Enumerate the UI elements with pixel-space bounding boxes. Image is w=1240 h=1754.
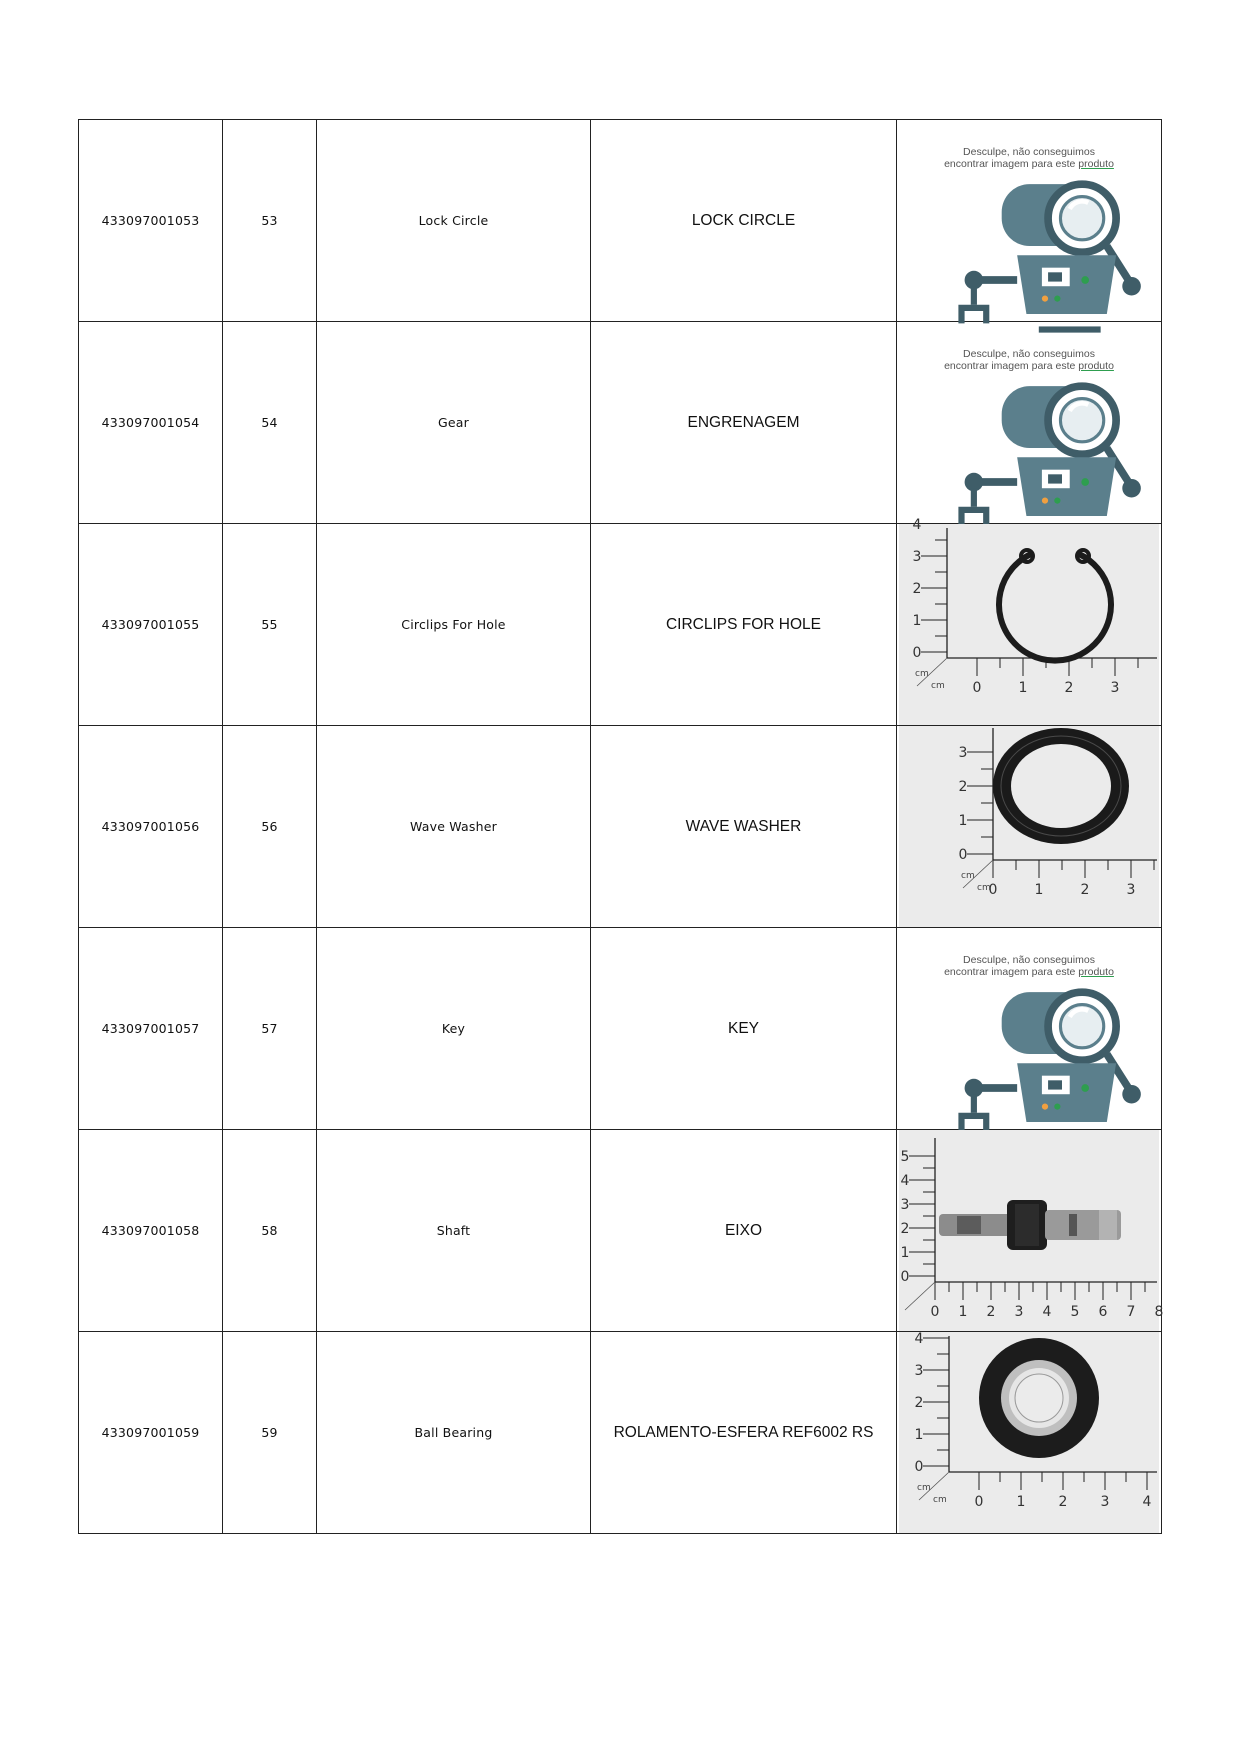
no-image-placeholder (899, 322, 1159, 523)
ruler-unit-label: cm (977, 883, 991, 893)
part-number-cell: 55 (223, 524, 317, 726)
ruler-y-label: 1 (958, 813, 968, 829)
part-name-en-cell: Shaft (317, 1130, 591, 1332)
part-image-cell (897, 1332, 1162, 1534)
ruler-x-label: 1 (1016, 1494, 1026, 1510)
ruler-unit-label: cm (915, 669, 929, 679)
ruler-unit-label: cm (931, 681, 945, 691)
part-name-en-cell: Gear (317, 322, 591, 524)
part-number-cell: 53 (223, 120, 317, 322)
ruler-x-label: 2 (986, 1304, 996, 1320)
part-name-pt-cell: WAVE WASHER (591, 726, 897, 928)
ruler-y-label: 3 (958, 745, 968, 761)
ruler-y-label: 4 (900, 1173, 910, 1189)
measurement-ruler (913, 517, 1157, 696)
parts-table-body (79, 120, 1162, 1534)
ruler-unit-label: cm (917, 1483, 931, 1493)
part-name-pt-cell: EIXO (591, 1130, 897, 1332)
circlip-photo (899, 517, 1159, 725)
table-row (79, 726, 1162, 928)
part-name-pt-cell: ENGRENAGEM (591, 322, 897, 524)
part-code-cell: 433097001055 (79, 524, 223, 726)
ruler-x-label: 1 (1034, 882, 1044, 898)
ruler-x-label: 1 (1018, 680, 1028, 696)
part-number-cell: 56 (223, 726, 317, 928)
no-image-message-line1: Desculpe, não conseguimos (963, 954, 1095, 966)
wave-washer-photo-image (899, 726, 1159, 927)
part-name-pt-cell: KEY (591, 928, 897, 1130)
ruler-y-label: 2 (912, 581, 922, 597)
ruler-y-label: 2 (914, 1395, 924, 1411)
no-image-message (899, 348, 1159, 372)
no-image-message-link: produto (1078, 158, 1114, 170)
shaft-photo (899, 1130, 1164, 1331)
table-row (79, 120, 1162, 322)
table-row (79, 1130, 1162, 1332)
part-code-cell: 433097001057 (79, 928, 223, 1130)
part-code-cell: 433097001053 (79, 120, 223, 322)
table-row (79, 1332, 1162, 1534)
part-number-cell: 58 (223, 1130, 317, 1332)
ruler-y-label: 2 (900, 1221, 910, 1237)
no-image-message-line2: encontrar imagem para este (944, 360, 1079, 372)
table-row (79, 928, 1162, 1130)
ruler-x-label: 2 (1080, 882, 1090, 898)
ruler-x-label: 5 (1070, 1304, 1080, 1320)
ruler-y-label: 1 (912, 613, 922, 629)
ruler-y-label: 3 (912, 549, 922, 565)
ruler-unit-label: cm (933, 1495, 947, 1505)
ruler-y-label: 1 (900, 1245, 910, 1261)
part-name-en-cell: Lock Circle (317, 120, 591, 322)
ruler-x-label: 4 (1042, 1304, 1052, 1320)
no-image-message-link: produto (1078, 360, 1114, 372)
no-image-message-line2: encontrar imagem para este (944, 966, 1079, 978)
ruler-y-label: 4 (912, 517, 922, 533)
ruler-x-label: 3 (1110, 680, 1120, 696)
part-name-pt-cell: LOCK CIRCLE (591, 120, 897, 322)
part-code-cell: 433097001058 (79, 1130, 223, 1332)
wave-washer-photo (899, 726, 1159, 927)
part-number-cell: 57 (223, 928, 317, 1130)
ruler-x-label: 6 (1098, 1304, 1108, 1320)
part-number-cell: 54 (223, 322, 317, 524)
ruler-x-label: 2 (1058, 1494, 1068, 1510)
ruler-x-label: 3 (1126, 882, 1136, 898)
no-image-message-line2: encontrar imagem para este (944, 158, 1079, 170)
ruler-y-label: 0 (914, 1459, 924, 1475)
ruler-y-label: 3 (914, 1363, 924, 1379)
ruler-y-label: 0 (958, 847, 968, 863)
part-image-cell (897, 1130, 1162, 1332)
ruler-y-label: 0 (912, 645, 922, 661)
ruler-unit-label: cm (961, 871, 975, 881)
no-image-placeholder (899, 120, 1159, 321)
no-image-placeholder (899, 928, 1159, 1129)
circlip-photo-image (899, 517, 1159, 725)
ruler-x-label: 2 (1064, 680, 1074, 696)
part-name-en-cell: Key (317, 928, 591, 1130)
ruler-x-label: 0 (974, 1494, 984, 1510)
ruler-y-label: 0 (900, 1269, 910, 1285)
ruler-x-label: 4 (1142, 1494, 1152, 1510)
no-image-message-line1: Desculpe, não conseguimos (963, 146, 1095, 158)
part-name-pt-cell: CIRCLIPS FOR HOLE (591, 524, 897, 726)
part-image-cell (897, 928, 1162, 1130)
ruler-y-label: 3 (900, 1197, 910, 1213)
ruler-x-label: 0 (972, 680, 982, 696)
table-row (79, 322, 1162, 524)
part-name-en-cell: Wave Washer (317, 726, 591, 928)
ruler-y-label: 2 (958, 779, 968, 795)
ruler-x-label: 0 (930, 1304, 940, 1320)
ruler-x-label: 8 (1154, 1304, 1164, 1320)
part-name-en-cell: Ball Bearing (317, 1332, 591, 1534)
no-image-message-line1: Desculpe, não conseguimos (963, 348, 1095, 360)
shaft-photo-image (899, 1130, 1164, 1331)
no-image-message-link: produto (1078, 966, 1114, 978)
ruler-x-label: 7 (1126, 1304, 1136, 1320)
ruler-x-label: 1 (958, 1304, 968, 1320)
ruler-y-label: 1 (914, 1427, 924, 1443)
ball-bearing-photo-image (899, 1332, 1159, 1533)
ruler-y-label: 4 (914, 1331, 924, 1347)
part-code-cell: 433097001056 (79, 726, 223, 928)
ball-bearing-photo (899, 1332, 1159, 1533)
no-image-message (899, 146, 1159, 170)
part-code-cell: 433097001054 (79, 322, 223, 524)
part-image-cell (897, 120, 1162, 322)
part-code-cell: 433097001059 (79, 1332, 223, 1534)
table-row (79, 524, 1162, 726)
ruler-x-label: 3 (1100, 1494, 1110, 1510)
part-image-cell (897, 517, 1162, 726)
ruler-x-label: 3 (1014, 1304, 1024, 1320)
parts-table (78, 119, 1162, 1534)
part-name-pt-cell: ROLAMENTO-ESFERA REF6002 RS (591, 1332, 897, 1534)
part-number-cell: 59 (223, 1332, 317, 1534)
part-name-en-cell: Circlips For Hole (317, 524, 591, 726)
ruler-x-label: 0 (988, 882, 998, 898)
ruler-y-label: 5 (900, 1149, 910, 1165)
no-image-message (899, 954, 1159, 978)
part-image-cell (897, 322, 1162, 524)
part-image-cell (897, 726, 1162, 928)
